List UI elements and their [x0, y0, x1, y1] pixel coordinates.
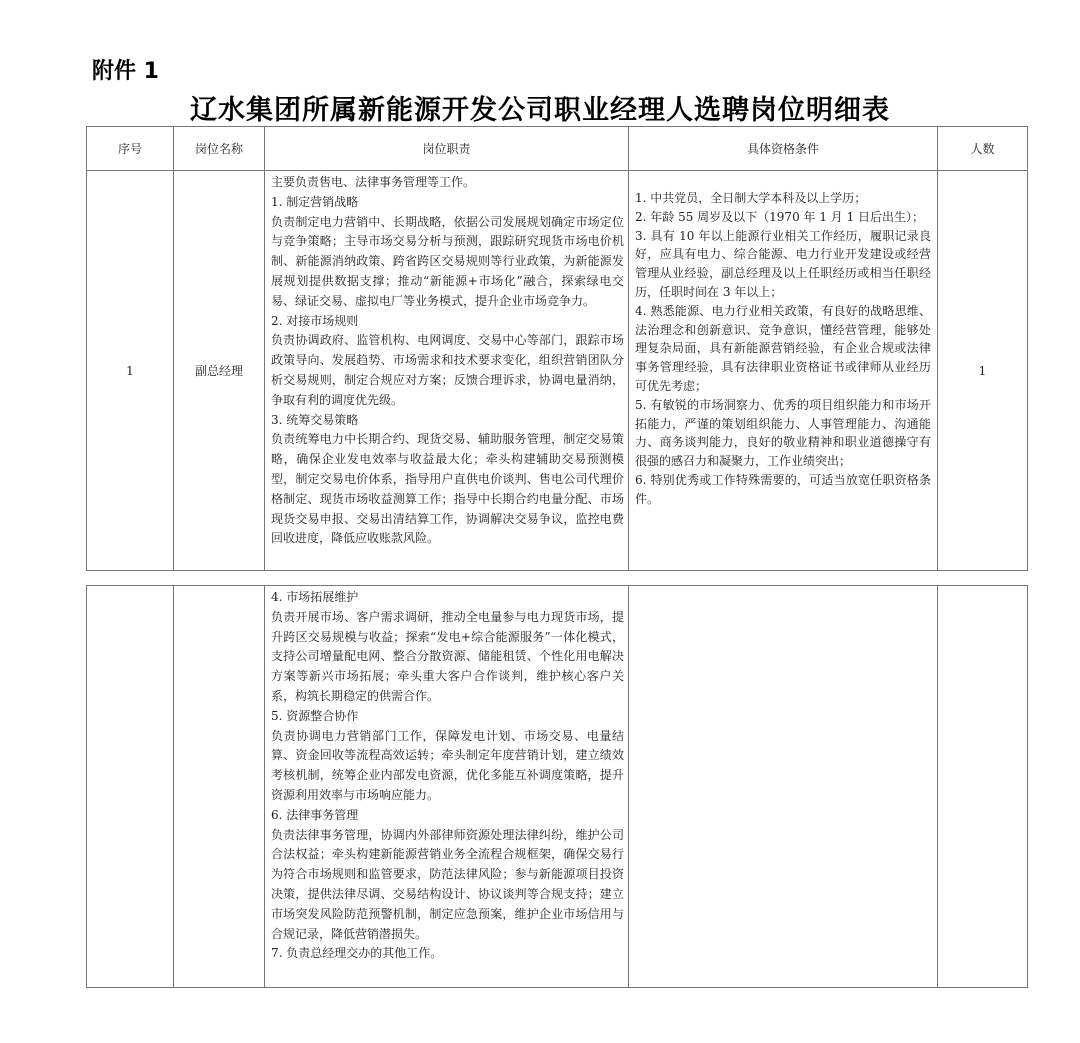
header-qualifications: 具体资格条件: [629, 127, 938, 171]
duty-line: 7. 负责总经理交办的其他工作。: [271, 946, 443, 961]
duty-line: 负责协调电力营销部门工作，保障发电计划、市场交易、电量结算、资金回收等流程高效运转；牵头制定年度营销计划，建立绩效考核机制，统筹企业内部发电资源，优化多能互补调度策略，提升资源利用效率与市场响应能力。: [271, 728, 624, 802]
header-duties: 岗位职责: [265, 127, 629, 171]
table-header-row: [87, 127, 1028, 171]
qualification-item: 5. 有敏锐的市场洞察力、优秀的项目组织能力和市场开拓能力，严谨的策划组织能力、人事管理能力、沟通能力、商务谈判能力，良好的敬业精神和职业道德操守有很强的感召力和凝聚力，工作业绩突出；: [635, 397, 931, 469]
cell-index: 1: [87, 171, 174, 571]
position-table-part-1: [86, 126, 1028, 571]
cell-count: 1: [938, 171, 1028, 571]
cell-index-empty: [87, 586, 174, 988]
qualification-item: 6. 特别优秀或工作特殊需要的，可适当放宽任职资格条件。: [635, 472, 931, 506]
duty-heading: 6. 法律事务管理: [271, 807, 359, 822]
cell-position-empty: [174, 586, 265, 988]
duty-line: 负责制定电力营销中、长期战略，依据公司发展规划确定市场定位与竞争策略；主导市场交易分析与预测，跟踪研究现货市场电价机制、新能源消纳政策、跨省跨区交易规则等行业政策，为新能源发展规划提供数据支撑；推动“新能源+市场化”融合，探索绿电交易、绿证交易、虚拟电厂等业务模式，提升企业市场竞争力。: [271, 214, 624, 308]
header-index: 序号: [87, 127, 174, 171]
header-count: 人数: [938, 127, 1028, 171]
qualification-item: 2. 年龄 55 周岁及以下（1970 年 1 月 1 日后出生）；: [635, 209, 925, 224]
cell-qualifications-empty: [629, 586, 938, 988]
position-table-part-2: [86, 585, 1028, 988]
cell-duties-part-2: [265, 586, 629, 988]
cell-qualifications: [629, 171, 938, 571]
duty-heading: 3. 统筹交易策略: [271, 412, 359, 427]
duty-line: 主要负责售电、法律事务管理等工作。: [271, 175, 476, 189]
cell-duties-part-1: [265, 171, 629, 571]
duty-line: 负责协调政府、监管机构、电网调度、交易中心等部门，跟踪市场政策导向、发展趋势、市场需求和技术要求变化，组织营销团队分析交易规则，制定合规应对方案；反馈合理诉求，协调电量消纳，争取有利的调度优先级。: [271, 333, 624, 407]
duty-heading: 1. 制定营销战略: [271, 194, 359, 209]
duty-heading: 5. 资源整合协作: [271, 708, 359, 723]
duty-heading: 2. 对接市场规则: [271, 313, 359, 328]
attachment-label: 附件 1: [92, 59, 159, 84]
table-row: [87, 171, 1028, 571]
qualification-item: 3. 具有 10 年以上能源行业相关工作经历，履职记录良好，应具有电力、综合能源、电力行业开发建设或经营管理从业经验，副总经理及以上任职经历或相当任职经历，任职时间在 3 年以上；: [635, 228, 931, 299]
qualification-item: 4. 熟悉能源、电力行业相关政策，有良好的战略思维、法治理念和创新意识、竞争意识，懂经营管理，能够处理复杂局面，具有新能源营销经验，有企业合规或法律事务管理经验，具有法律职业资格证书或律师从业经历可优先考虑；: [635, 303, 931, 393]
duty-heading: 4. 市场拓展维护: [271, 590, 359, 604]
cell-count-empty: [938, 586, 1028, 988]
page-title: 辽水集团所属新能源开发公司职业经理人选聘岗位明细表: [190, 95, 890, 126]
duty-line: 负责法律事务管理，协调内外部律师资源处理法律纠纷，维护公司合法权益；牵头构建新能源营销业务全流程合规框架，确保交易行为符合市场规则和监管要求，防范法律风险；参与新能源项目投资决策，提供法律尽调、交易结构设计、协议谈判等合规支持；建立市场突发风险防范预警机制，制定应急预案，维护企业市场信用与合规记录，降低营销潜损失。: [271, 827, 624, 941]
header-position: 岗位名称: [174, 127, 265, 171]
table-row-continued: [87, 586, 1028, 988]
cell-position: 副总经理: [174, 171, 265, 571]
duty-line: 负责开展市场、客户需求调研，推动全电量参与电力现货市场，提升跨区交易规模与收益；探索“发电+综合能源服务”一体化模式，支持公司增量配电网、整合分散资源、储能租赁、个性化用电解决方案等新兴市场拓展；牵头重大客户合作谈判，维护核心客户关系，构筑长期稳定的供需合作。: [271, 609, 624, 703]
duty-line: 负责统筹电力中长期合约、现货交易、辅助服务管理，制定交易策略，确保企业发电效率与收益最大化；牵头构建辅助交易预测模型，制定交易电价体系，指导用户直供电价谈判、售电公司代理价格制定、现货市场收益测算工作；指导中长期合约电量分配、市场现货交易申报、交易出清结算工作，协调解决交易争议，监控电费回收进度，降低应收账款风险。: [271, 432, 624, 546]
qualification-item: 1. 中共党员，全日制大学本科及以上学历；: [635, 191, 867, 205]
